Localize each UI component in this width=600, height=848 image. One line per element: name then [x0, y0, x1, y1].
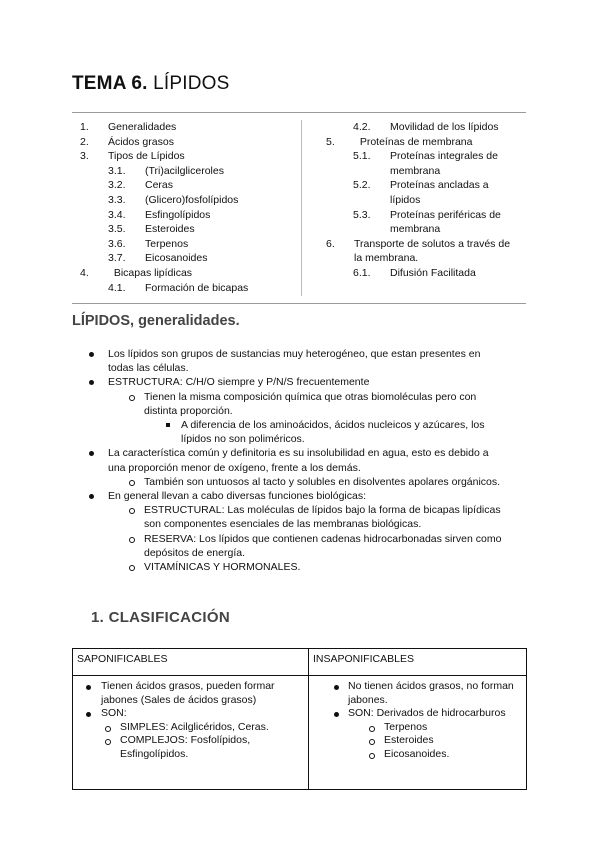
list-item: SIMPLES: Acilglicéridos, Ceras. [120, 720, 269, 733]
list-item: todas las células. [108, 362, 189, 375]
toc-right-column [326, 120, 526, 281]
list-item: También son untuosos al tacto y solubles en disolventes apolares orgánicos. [144, 475, 501, 488]
toc-item-number: 3.5. [108, 223, 126, 236]
toc-item-label: (Glicero)fosfolípidos [145, 193, 239, 206]
toc-item-label: (Tri)acilgliceroles [145, 164, 224, 177]
header-insaponificables: INSAPONIFICABLES [309, 649, 527, 676]
toc-item [326, 237, 526, 252]
toc-item [326, 178, 526, 193]
toc-item [80, 222, 295, 237]
list-item: COMPLEJOS: Fosfolípidos, [120, 734, 251, 747]
toc-item-label: Generalidades [108, 121, 177, 133]
list-item: Esfingolípidos. [120, 748, 189, 760]
list-item: La característica común y definitoria es su insolubilidad en agua, esto es debido a [108, 447, 489, 460]
toc-item-label: Proteínas ancladas a [390, 179, 489, 192]
bullet-circle-icon [129, 395, 135, 401]
toc-item [326, 193, 526, 208]
list-item: SON: [101, 707, 127, 720]
toc-item-label: Esteroides [145, 223, 195, 236]
toc-item [326, 135, 526, 150]
bullet-circle-icon [369, 739, 375, 745]
cell-saponificables [73, 676, 309, 790]
toc-item-number: 3.2. [108, 179, 126, 192]
list-item: VITAMÍNICAS Y HORMONALES. [144, 561, 301, 573]
toc-item-number: 3. [80, 150, 89, 163]
toc-item-label: la membrana. [354, 252, 419, 265]
bullet-dot-icon [89, 352, 94, 357]
toc-item [326, 149, 526, 164]
toc-item [80, 164, 295, 179]
bullet-circle-icon [369, 726, 375, 732]
bullet-circle-icon [129, 565, 135, 571]
toc-item [326, 208, 526, 223]
list-item: Terpenos [384, 720, 428, 733]
toc-item [80, 193, 295, 208]
toc-item [326, 266, 526, 281]
bullet-dot-icon [89, 380, 94, 385]
bullet-circle-icon [369, 753, 375, 759]
header-saponificables: SAPONIFICABLES [73, 649, 309, 676]
list-item: lípidos no son poliméricos. [181, 433, 305, 446]
list-item: jabones. [348, 693, 388, 706]
toc-item-label: Formación de bicapas [145, 281, 249, 294]
toc-item [80, 149, 295, 164]
toc-item-label: Terpenos [145, 237, 189, 250]
toc-item-label: Movilidad de los lípidos [390, 121, 499, 133]
toc-item-number: 5.3. [353, 208, 371, 221]
toc-item-label: Ácidos grasos [108, 135, 174, 148]
list-item: Los lípidos son grupos de sustancias muy heterogéneo, que estan presentes en [108, 348, 481, 360]
list-item: ESTRUCTURAL: Las moléculas de lípidos bajo la forma de bicapas lipídicas [144, 504, 501, 517]
toc-item [326, 222, 526, 237]
bullet-dot-icon [334, 712, 339, 717]
list-item: Tienen la misma composición química que otras biomoléculas pero con [144, 390, 477, 403]
toc-item-label: lípidos [390, 193, 421, 206]
title-number: TEMA 6. [72, 73, 148, 94]
title-text: LÍPIDOS [147, 73, 230, 94]
bullet-circle-icon [129, 508, 135, 514]
list-item: SON: Derivados de hidrocarburos [348, 707, 506, 720]
toc-item-label: membrana [390, 164, 441, 177]
toc-item-number: 4. [80, 266, 89, 279]
bullet-circle-icon [105, 739, 111, 745]
bullet-dot-icon [89, 494, 94, 499]
toc-item-number: 6. [326, 237, 335, 250]
toc-item-label: Tipos de Lípidos [108, 150, 185, 163]
toc-item-number: 4.1. [108, 281, 126, 294]
bullet-dot-icon [86, 712, 91, 717]
toc-item [80, 237, 295, 252]
list-item: Tienen ácidos grasos, pueden formar [101, 680, 275, 692]
toc-item [326, 120, 526, 135]
toc-item-number: 2. [80, 135, 89, 148]
divider-bottom [72, 303, 526, 304]
toc-item [326, 164, 526, 179]
bullet-square-icon [166, 423, 170, 427]
toc-item [80, 135, 295, 150]
list-item: una proporción menor de oxígeno, frente a los demás. [108, 461, 361, 474]
toc-item [80, 251, 295, 266]
bullet-dot-icon [334, 685, 339, 690]
bullet-dot-icon [89, 451, 94, 456]
toc-item [80, 178, 295, 193]
toc-item-label: Ceras [145, 179, 174, 192]
toc-item-label: Proteínas periféricas de [390, 208, 501, 221]
toc-item-number: 3.7. [108, 252, 126, 265]
section-heading-generalidades: LÍPIDOS, generalidades. [72, 313, 240, 329]
toc-item-label: Proteínas de membrana [354, 135, 473, 148]
toc-item [80, 266, 295, 281]
list-item: Eicosanoides. [384, 748, 450, 760]
list-item: jabones (Sales de ácidos grasos) [101, 693, 257, 706]
list-item: En general llevan a cabo diversas funciones biológicas: [108, 490, 366, 502]
list-item: distinta proporción. [144, 404, 233, 417]
bullet-circle-icon [105, 726, 111, 732]
list-item: Esteroides [384, 734, 434, 747]
bullet-dot-icon [86, 685, 91, 690]
toc-left-column [80, 120, 295, 295]
page-title [72, 73, 230, 95]
toc-item [80, 120, 295, 135]
toc-item-number: 5.1. [353, 150, 371, 163]
toc-item-number: 3.4. [108, 208, 126, 221]
bullet-circle-icon [129, 537, 135, 543]
toc-item-number: 3.6. [108, 237, 126, 250]
list-item: A diferencia de los aminoácidos, ácidos nucleicos y azúcares, los [181, 419, 485, 431]
toc-item-number: 1. [80, 121, 89, 133]
toc-item-label: Transporte de solutos a través de [354, 237, 511, 250]
generalidades-list [72, 347, 532, 587]
toc-item-label: Difusión Facilitada [390, 266, 476, 279]
list-item: depósitos de energía. [144, 546, 245, 559]
toc-item-label: Eicosanoides [145, 252, 208, 265]
toc-item-number: 3.1. [108, 164, 126, 177]
toc-item-label: Esfingolípidos [145, 208, 211, 221]
toc-item [326, 251, 526, 266]
classification-table [72, 648, 527, 790]
toc-item [80, 281, 295, 296]
list-item: RESERVA: Los lípidos que contienen cadenas hidrocarbonadas sirven como [144, 532, 502, 545]
table-header-row [73, 649, 527, 676]
toc-item-number: 3.3. [108, 193, 126, 206]
toc-item-number: 5.2. [353, 179, 371, 192]
bullet-circle-icon [129, 480, 135, 486]
cell-insaponificables [309, 676, 527, 790]
toc-item-label: Bicapas lipídicas [108, 266, 193, 279]
table-row [73, 676, 527, 790]
toc-column-divider [301, 120, 302, 296]
toc-item-number: 5. [326, 135, 335, 148]
section-heading-clasificacion: 1. CLASIFICACIÓN [91, 609, 230, 626]
toc-item-number: 4.2. [353, 121, 371, 133]
list-item: ESTRUCTURA: C/H/O siempre y P/N/S frecuentemente [108, 376, 370, 389]
divider-top [72, 112, 526, 113]
toc-item-number: 6.1. [353, 266, 371, 279]
list-item: son componentes esenciales de las membranas biológicas. [144, 518, 422, 531]
list-item: No tienen ácidos grasos, no forman [348, 680, 514, 692]
toc-item [80, 208, 295, 223]
toc-item-label: membrana [390, 223, 441, 236]
toc-item-label: Proteínas integrales de [390, 150, 498, 163]
